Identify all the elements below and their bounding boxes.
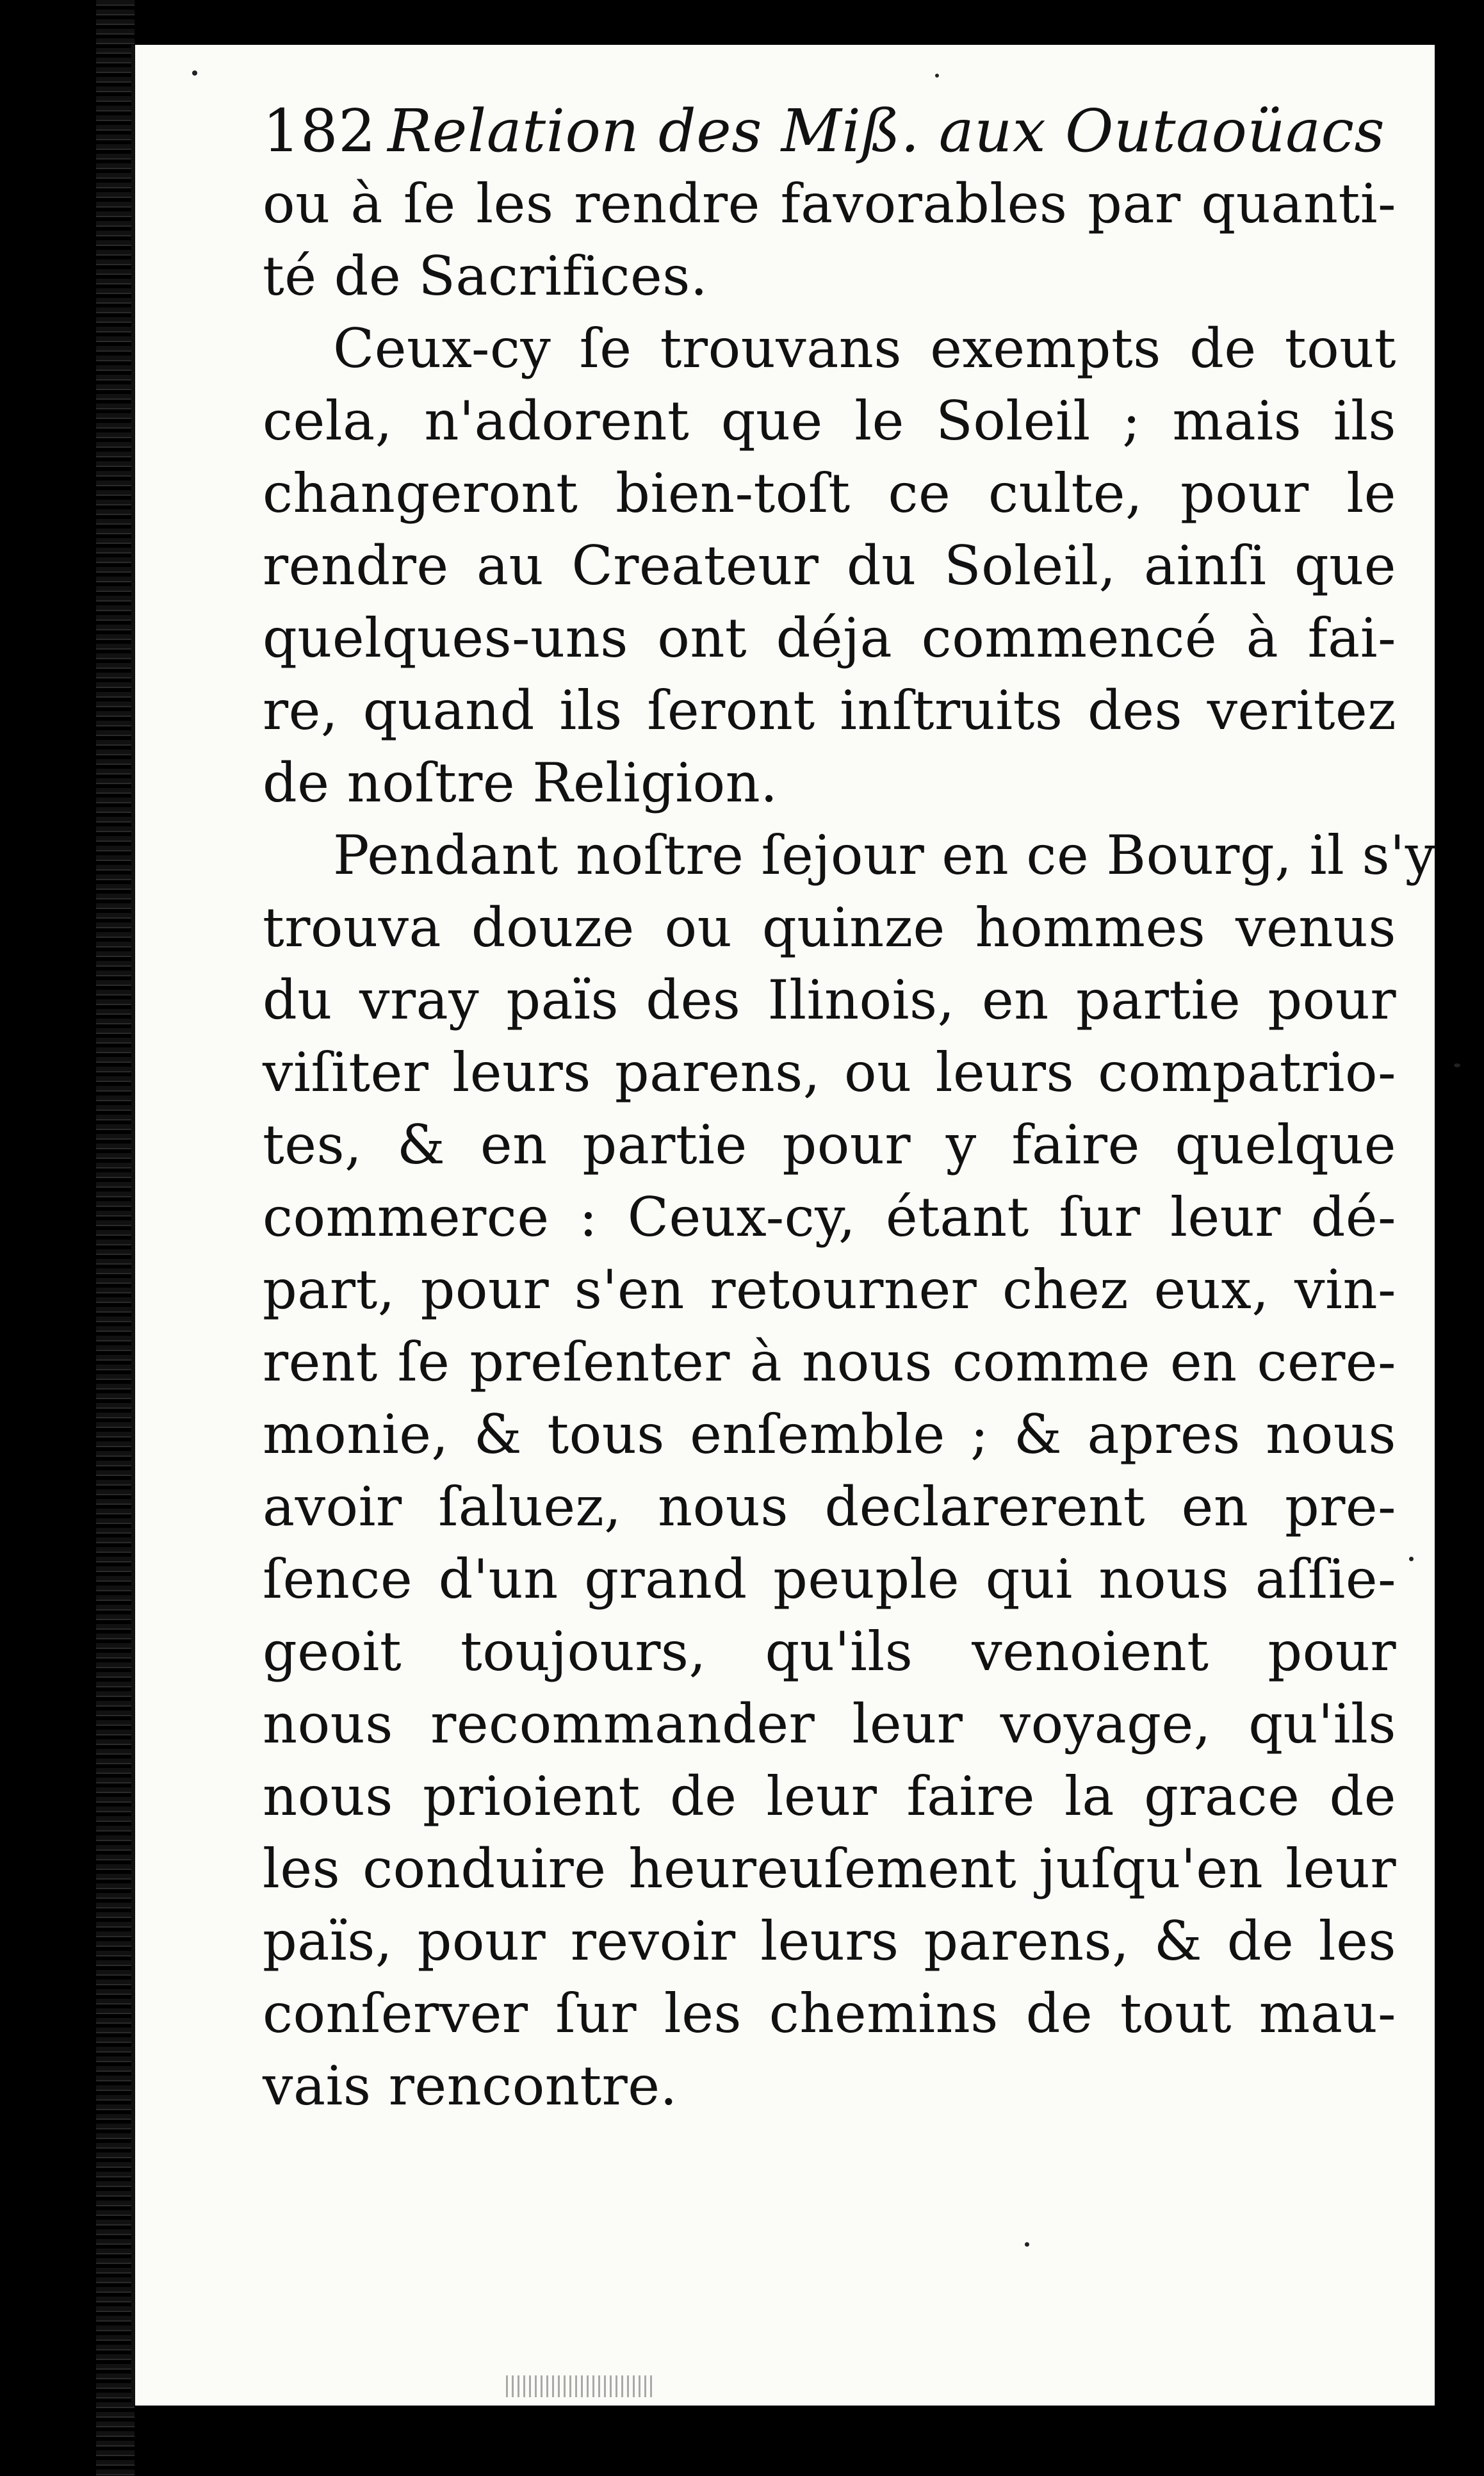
text-line: tes, & en partie pour y faire quelque (263, 1113, 1396, 1176)
text-line: nous prioient de leur faire la grace de (263, 1765, 1396, 1828)
text-line: païs, pour revoir leurs parens, & de les (263, 1910, 1396, 1972)
text-line: changeront bien-toſt ce culte, pour le (263, 462, 1396, 525)
text-line: de noſtre Religion. (263, 751, 778, 814)
text-line: rendre au Createur du Soleil, ainſi que (263, 534, 1396, 597)
ink-speck (935, 74, 939, 78)
text-line: Ceux-cy ſe trouvans exempts de tout (333, 317, 1396, 380)
text-line: rent ſe preſenter à nous comme en cere- (263, 1331, 1396, 1393)
text-line: du vray païs des Ilinois, en partie pour (263, 969, 1396, 1031)
running-head-title: Relation des Miß. aux Outaoüacs (387, 97, 1385, 165)
text-line: Pendant noſtre ſejour en ce Bourg, il s'y (333, 824, 1436, 887)
text-line: monie, & tous enſemble ; & apres nous (263, 1403, 1396, 1466)
text-line: cela, n'adorent que le Soleil ; mais ils (263, 389, 1396, 452)
print-smudge (506, 2375, 653, 2397)
text-line: quelques-uns ont déja commencé à fai- (263, 607, 1396, 669)
text-line: té de Sacrifices. (263, 245, 708, 307)
page-text (263, 96, 1436, 2122)
text-line: nous recommander leur voyage, qu'ils (263, 1693, 1396, 1755)
text-line: part, pour s'en retourner chez eux, vin- (263, 1258, 1396, 1321)
text-line: ſence d'un grand peuple qui nous aſſie- (263, 1548, 1396, 1611)
ink-speck (1409, 1557, 1414, 1561)
text-line: trouva douze ou quinze hommes venus (263, 896, 1396, 959)
text-line: ou à ſe les rendre favorables par quanti- (263, 172, 1396, 235)
text-line: les conduire heureuſement juſqu'en leur (263, 1837, 1396, 1900)
text-line: vais rencontre. (263, 2054, 678, 2117)
text-line: commerce : Ceux-cy, étant ſur leur dé- (263, 1186, 1396, 1249)
text-line: conſerver ſur les chemins de tout mau- (263, 1982, 1396, 2045)
paragraph-1 (263, 168, 1396, 313)
text-line: re, quand ils ſeront inſtruits des veritez (263, 679, 1396, 742)
paragraph-2 (263, 313, 1396, 819)
ink-speck (1454, 1063, 1460, 1067)
text-line: viſiter leurs parens, ou leurs compatrio- (263, 1041, 1396, 1104)
ink-speck (192, 70, 197, 76)
text-line: avoir ſaluez, nous declarerent en pre- (263, 1475, 1396, 1538)
gutter-edge (96, 0, 135, 2476)
page-number: 182 (263, 97, 377, 165)
ink-speck (1025, 2242, 1029, 2247)
paragraph-3 (263, 819, 1436, 2122)
text-line: geoit toujours, qu'ils venoient pour (263, 1620, 1396, 1683)
running-head (263, 96, 1396, 167)
